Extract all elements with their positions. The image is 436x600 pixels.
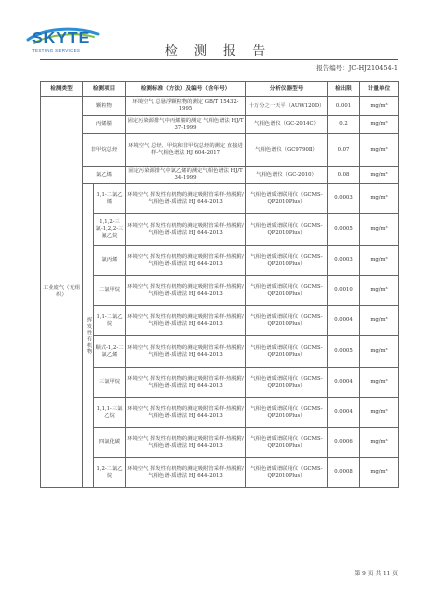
table-row	[41, 458, 399, 488]
standard-cell: 环境空气 挥发性有机物的测定吸附管采样-热脱附/气相色谱-质谱法 HJ 644-2013	[126, 336, 246, 368]
instrument-cell: 十万分之一天平（AUW120D）	[246, 97, 328, 116]
limit-cell: 0.08	[328, 167, 360, 184]
header-cell: 检测项目	[83, 82, 126, 97]
header-divider	[40, 59, 398, 60]
limit-cell: 0.0005	[328, 336, 360, 368]
unit-cell: mg/m³	[360, 398, 399, 428]
limit-cell: 0.2	[328, 116, 360, 134]
standard-cell: 固定污染源排气中丙烯腈的测定 气相色谱法 HJ/T 37-1999	[126, 116, 246, 134]
limit-cell: 0.0003	[328, 246, 360, 276]
item-cell: 四氯化碳	[94, 428, 126, 458]
unit-cell: mg/m³	[360, 116, 399, 134]
table-row	[41, 368, 399, 398]
instrument-cell: 气相色谱质谱联用仪（GCMS-QP2010Plus）	[246, 398, 328, 428]
standard-cell: 环境空气 总悬浮颗粒物的测定 GB/T 15432-1995	[126, 97, 246, 116]
table-row	[41, 184, 399, 214]
standard-cell: 环境空气 挥发性有机物的测定吸附管采样-热脱附/气相色谱-质谱法 HJ 644-2013	[126, 368, 246, 398]
table-row	[41, 116, 399, 134]
item-cell: 1,1-二氯乙烷	[94, 306, 126, 336]
standard-cell: 固定污染源排气中氯乙烯的测定气相色谱法 HJ/T 34-1999	[126, 167, 246, 184]
instrument-cell: 气相色谱质谱联用仪（GCMS-QP2010Plus）	[246, 368, 328, 398]
instrument-cell: 气相色谱仪（GC-2010）	[246, 167, 328, 184]
unit-cell: mg/m³	[360, 306, 399, 336]
table-row	[41, 167, 399, 184]
limit-cell: 0.0004	[328, 368, 360, 398]
limit-cell: 0.07	[328, 134, 360, 167]
standard-cell: 环境空气 挥发性有机物的测定吸附管采样-热脱附/气相色谱-质谱法 HJ 644-2013	[126, 184, 246, 214]
document-title: 检 测 报 告	[164, 44, 272, 59]
unit-cell: mg/m³	[360, 428, 399, 458]
standard-cell: 环境空气 挥发性有机物的测定吸附管采样-热脱附/气相色谱-质谱法 HJ 644-2013	[126, 428, 246, 458]
test-methods-table	[40, 81, 399, 488]
item-cell: 1,1-二氯乙烯	[94, 184, 126, 214]
header-cell: 计量单位	[360, 82, 399, 97]
page-number: 第 9 页 共 11 页	[354, 571, 398, 577]
item-cell: 非甲烷总烃	[83, 134, 126, 167]
instrument-cell: 气相色谱质谱联用仪（GCMS-QP2010Plus）	[246, 336, 328, 368]
unit-cell: mg/m³	[360, 184, 399, 214]
unit-cell: mg/m³	[360, 246, 399, 276]
logo-tagline: TESTING SERVICES	[32, 48, 81, 53]
unit-cell: mg/m³	[360, 368, 399, 398]
instrument-cell: 气相色谱质谱联用仪（GCMS-QP2010Plus）	[246, 428, 328, 458]
limit-cell: 0.001	[328, 97, 360, 116]
standard-cell: 环境空气 挥发性有机物的测定吸附管采样-热脱附/气相色谱-质谱法 HJ 644-2013	[126, 246, 246, 276]
limit-cell: 0.0010	[328, 276, 360, 306]
unit-cell: mg/m³	[360, 97, 399, 116]
table-row	[41, 336, 399, 368]
unit-cell: mg/m³	[360, 336, 399, 368]
instrument-cell: 气相色谱质谱联用仪（GCMS-QP2010Plus）	[246, 306, 328, 336]
standard-cell: 环境空气 总烃、甲烷和非甲烷总烃的测定 直接进样-气相色谱法 HJ 604-2017	[126, 134, 246, 167]
unit-cell: mg/m³	[360, 167, 399, 184]
table-header-row	[41, 82, 399, 97]
table-row	[41, 306, 399, 336]
header-cell: 检测类型	[41, 82, 83, 97]
subcategory-cell: 挥发性有机物	[83, 184, 94, 488]
table-row	[41, 276, 399, 306]
item-cell: 三氯甲烷	[94, 368, 126, 398]
limit-cell: 0.0004	[328, 306, 360, 336]
header-cell: 检测标准（方法）及编号（含年号）	[126, 82, 246, 97]
item-cell: 二氯甲烷	[94, 276, 126, 306]
item-cell: 丙烯腈	[83, 116, 126, 134]
table-row	[41, 428, 399, 458]
category-cell: 工业废气（无组织）	[41, 97, 83, 488]
standard-cell: 环境空气 挥发性有机物的测定吸附管采样-热脱附/气相色谱-质谱法 HJ 644-2013	[126, 306, 246, 336]
standard-cell: 环境空气 挥发性有机物的测定吸附管采样-热脱附/气相色谱-质谱法 HJ 644-2013	[126, 214, 246, 246]
unit-cell: mg/m³	[360, 214, 399, 246]
table-row	[41, 97, 399, 116]
instrument-cell: 气相色谱质谱联用仪（GCMS-QP2010Plus）	[246, 184, 328, 214]
header-cell: 分析仪器型号	[246, 82, 328, 97]
report-number: 报告编号：JC-HJ210454-1	[316, 64, 398, 72]
table-row	[41, 246, 399, 276]
item-cell: 1,2-二氯乙烷	[94, 458, 126, 488]
unit-cell: mg/m³	[360, 276, 399, 306]
header-cell: 检出限	[328, 82, 360, 97]
instrument-cell: 气相色谱仪（GC9790Ⅱ）	[246, 134, 328, 167]
instrument-cell: 气相色谱质谱联用仪（GCMS-QP2010Plus）	[246, 458, 328, 488]
item-cell: 顺式-1,2-二氯乙烯	[94, 336, 126, 368]
standard-cell: 环境空气 挥发性有机物的测定吸附管采样-热脱附/气相色谱-质谱法 HJ 644-2013	[126, 398, 246, 428]
instrument-cell: 气相色谱质谱联用仪（GCMS-QP2010Plus）	[246, 246, 328, 276]
instrument-cell: 气相色谱质谱联用仪（GCMS-QP2010Plus）	[246, 214, 328, 246]
instrument-cell: 气相色谱质谱联用仪（GCMS-QP2010Plus）	[246, 276, 328, 306]
limit-cell: 0.0005	[328, 214, 360, 246]
item-cell: 1,1,2-三氯-1,2,2-三氟乙烷	[94, 214, 126, 246]
unit-cell: mg/m³	[360, 134, 399, 167]
item-cell: 氯乙烯	[83, 167, 126, 184]
standard-cell: 环境空气 挥发性有机物的测定吸附管采样-热脱附/气相色谱-质谱法 HJ 644-2013	[126, 458, 246, 488]
table-row	[41, 214, 399, 246]
limit-cell: 0.0004	[328, 398, 360, 428]
table-row	[41, 398, 399, 428]
item-cell: 1,1,1-三氯乙烷	[94, 398, 126, 428]
item-cell: 颗粒物	[83, 97, 126, 116]
limit-cell: 0.0008	[328, 458, 360, 488]
table-row	[41, 134, 399, 167]
unit-cell: mg/m³	[360, 458, 399, 488]
logo-wordmark: SKYTE	[32, 30, 91, 47]
standard-cell: 环境空气 挥发性有机物的测定吸附管采样-热脱附/气相色谱-质谱法 HJ 644-2013	[126, 276, 246, 306]
instrument-cell: 气相色谱仪（GC-2014C）	[246, 116, 328, 134]
item-cell: 氯丙烯	[94, 246, 126, 276]
limit-cell: 0.0003	[328, 184, 360, 214]
limit-cell: 0.0006	[328, 428, 360, 458]
